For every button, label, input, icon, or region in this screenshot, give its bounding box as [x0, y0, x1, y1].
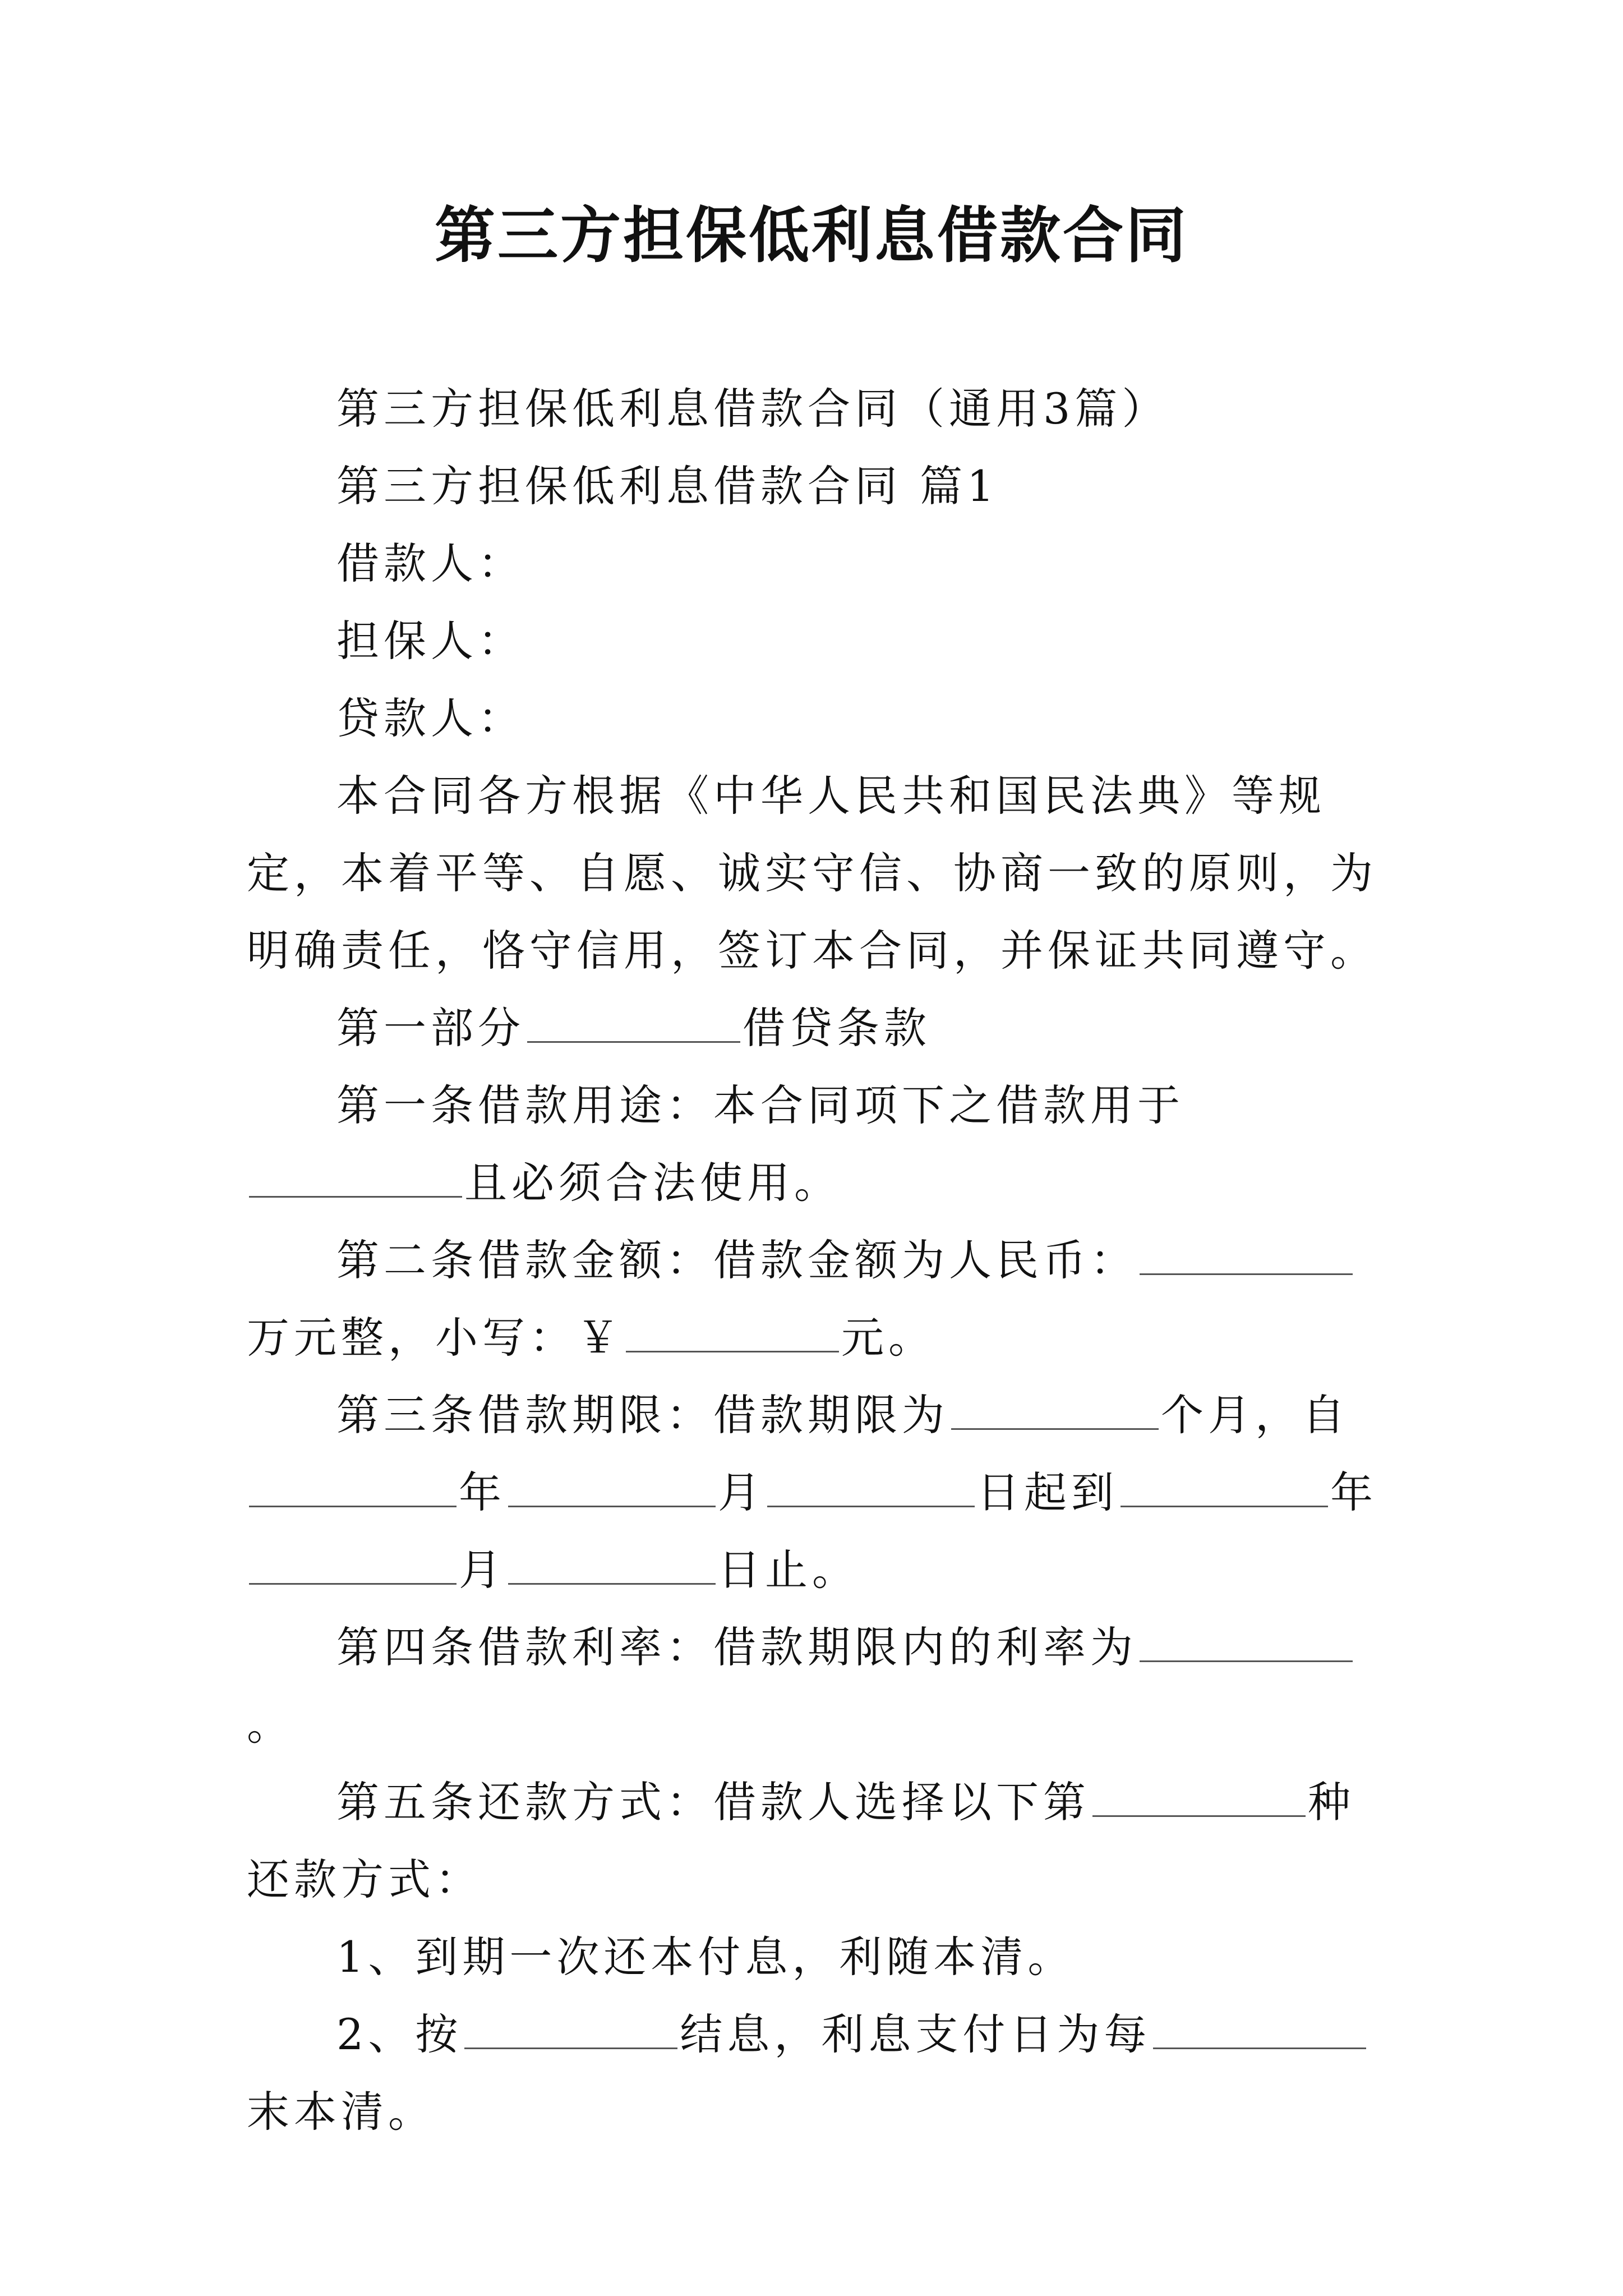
option-2-suffix: 末本清。 [247, 2087, 435, 2137]
blank-field [508, 1549, 716, 1585]
borrower-line: 借款人： [336, 539, 525, 588]
article-5 [247, 1764, 1391, 1918]
article-3-t7: 日止。 [718, 1545, 859, 1595]
part-one-heading [247, 990, 1391, 1067]
section-heading: 第三方担保低利息借款合同 篇1 [336, 461, 999, 511]
blank-field [464, 2014, 677, 2049]
repayment-option-2 [247, 1996, 1391, 2151]
article-3-prefix: 第三条借款期限：借款期限为 [336, 1390, 949, 1440]
subtitle: 第三方担保低利息借款合同（通用3篇） [336, 384, 1169, 434]
article-3-t4: 日起到 [977, 1467, 1118, 1517]
article-1-suffix: 且必须合法使用。 [464, 1158, 841, 1208]
part-one-suffix: 借贷条款 [743, 1003, 931, 1053]
document-title: 第三方担保低利息借款合同 [434, 200, 1188, 271]
blank-field [249, 1549, 457, 1585]
article-5-prefix: 第五条还款方式：借款人选择以下第 [336, 1777, 1090, 1827]
blank-field [626, 1317, 839, 1352]
option-2-mid: 结息，利息支付日为每 [680, 2009, 1151, 2059]
option-2-prefix: 2、按 [336, 2009, 463, 2059]
blank-field [1140, 1627, 1353, 1662]
blank-field [508, 1472, 716, 1507]
lender-line: 贷款人： [336, 693, 525, 743]
article-4-prefix: 第四条借款利率：借款期限内的利率为 [336, 1622, 1137, 1672]
article-2-suffix: 元。 [841, 1313, 935, 1363]
article-3-t1: 个月，自 [1161, 1390, 1349, 1440]
blank-field [249, 1162, 462, 1198]
blank-field [1140, 1240, 1353, 1275]
article-1-prefix: 第一条借款用途：本合同项下之借款用于 [336, 1080, 1184, 1130]
intro-paragraph: 本合同各方根据《中华人民共和国民法典》等规定，本着平等、自愿、诚实守信、协商一致的原则，为明确责任，恪守信用，签订本合同，并保证共同遵守。 [247, 771, 1377, 976]
blank-field [1092, 1782, 1306, 1817]
repayment-option-1: 1、到期一次还本付息，利随本清。 [336, 1932, 1075, 1982]
article-3-t2: 年 [459, 1467, 506, 1517]
blank-field [249, 1472, 457, 1507]
blank-field [1121, 1472, 1328, 1507]
blank-field [527, 1007, 740, 1043]
guarantor-line: 担保人： [336, 616, 525, 666]
article-1 [247, 1067, 1391, 1222]
article-3 [247, 1377, 1391, 1609]
article-4 [247, 1609, 1391, 1764]
document-body [247, 370, 1391, 2151]
article-3-t5: 年 [1330, 1467, 1377, 1517]
part-one-prefix: 第一部分 [336, 1003, 525, 1053]
article-2-prefix: 第二条借款金额：借款金额为人民币： [336, 1235, 1137, 1285]
article-3-t3: 月 [718, 1467, 765, 1517]
article-3-t6: 月 [459, 1545, 506, 1595]
blank-field [951, 1395, 1159, 1430]
article-2-mid: 万元整，小写：￥ [247, 1313, 624, 1363]
article-2 [247, 1222, 1391, 1377]
blank-field [767, 1472, 975, 1507]
blank-field [1153, 2014, 1366, 2049]
article-5-suffix: 种还款方式： [247, 1777, 1355, 1904]
article-4-suffix: 。 [247, 1700, 294, 1750]
